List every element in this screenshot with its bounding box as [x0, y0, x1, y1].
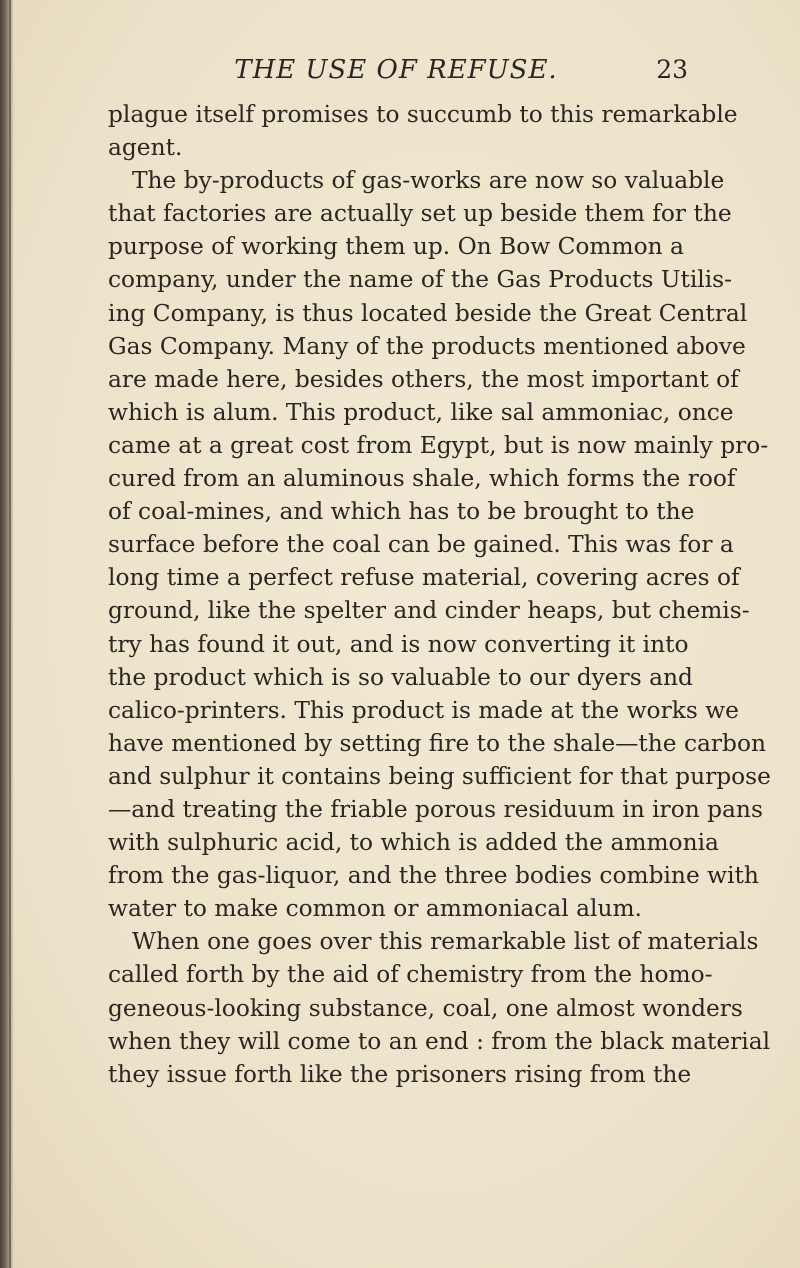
text-line: company, under the name of the Gas Products Utilis-: [108, 266, 733, 294]
text-line: calico-printers. This product is made at the works we: [108, 696, 739, 724]
text-line: try has found it out, and is now converting it into: [108, 630, 689, 658]
body-text: [108, 98, 771, 1091]
page-number: 23: [656, 55, 688, 84]
running-head: THE USE OF REFUSE.: [234, 55, 558, 85]
text-line: When one goes over this remarkable list of materials: [132, 928, 759, 956]
text-line: and sulphur it contains being sufficient for that purpose: [108, 762, 771, 790]
text-line: agent.: [108, 134, 183, 162]
text-line: are made here, besides others, the most important of: [108, 365, 739, 393]
text-line: plague itself promises to succumb to this remarkable: [108, 101, 738, 128]
text-line: the product which is so valuable to our dyers and: [108, 663, 693, 691]
text-line: have mentioned by setting fire to the shale—the carbon: [108, 729, 766, 757]
text-line: which is alum. This product, like sal ammoniac, once: [108, 398, 734, 426]
text-line: geneous-looking substance, coal, one almost wonders: [108, 994, 743, 1022]
text-line: they issue forth like the prisoners rising from the: [108, 1060, 692, 1088]
text-line: with sulphuric acid, to which is added the ammonia: [108, 829, 719, 857]
text-line: called forth by the aid of chemistry from the homo-: [108, 961, 713, 989]
text-line: Gas Company. Many of the products mentioned above: [108, 332, 746, 360]
binding-edge: [9, 0, 11, 1268]
text-line: came at a great cost from Egypt, but is now mainly pro-: [108, 431, 769, 459]
text-line: of coal-mines, and which has to be brought to the: [108, 498, 695, 526]
text-line: surface before the coal can be gained. This was for a: [108, 531, 734, 559]
text-line: long time a perfect refuse material, covering acres of: [108, 564, 740, 592]
text-line: —and treating the friable porous residuum in iron pans: [108, 795, 763, 823]
text-line: ground, like the spelter and cinder heaps, but chemis-: [108, 597, 750, 625]
text-line: cured from an aluminous shale, which forms the roof: [108, 465, 736, 493]
text-line: The by-products of gas-works are now so valuable: [132, 167, 725, 195]
text-line: ing Company, is thus located beside the Great Central: [108, 299, 748, 327]
text-line: water to make common or ammoniacal alum.: [108, 895, 642, 923]
text-line: that factories are actually set up beside them for the: [108, 200, 732, 228]
text-line: from the gas-liquor, and the three bodies combine with: [108, 862, 759, 890]
page-gutter-shadow: [0, 0, 14, 1268]
text-line: when they will come to an end : from the black material: [108, 1027, 771, 1055]
page-header: [112, 50, 688, 90]
text-line: purpose of working them up. On Bow Common a: [108, 233, 684, 261]
